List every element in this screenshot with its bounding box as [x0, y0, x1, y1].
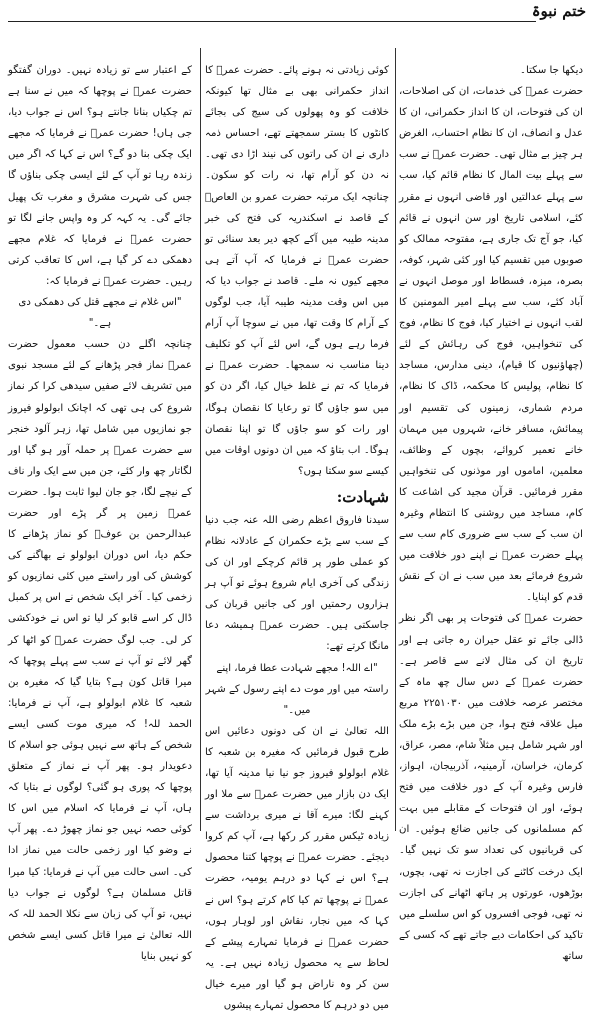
column-divider-left	[200, 48, 201, 831]
paragraph: اللہ تعالیٰ نے ان کی دونوں دعائیں اس طرح قبول فرمائیں کہ مغیرہ بن شعبہ کا غلام ابولولو فیروز جو نیا نیا مدینہ آیا تھا، ایک دن بازار میں حضرت عمرؓ سے ملا اور کہنے لگا: میرے آقا نے میری برداشت سے زیادہ ٹیکس مقرر کر رکھا ہے، آپ کم کروا دیجئے۔ حضرت عمرؓ نے پوچھا کتنا محصول ہے؟ اس نے کہا دو درہم یومیہ، حضرت عمرؓ نے پوچھا تم کیا کام کرتے ہو؟ اس نے کہا کہ میں نجار، نقاش اور لوہار ہوں، حضرت عمرؓ نے فرمایا تمہارے پیشے کے لحاظ سے یہ محصول زیادہ نہیں ہے۔ یہ سن کر وہ ناراض ہو گیا اور میرے خیال میں دو درہم کا محصول تمہارے پیشوں	[205, 725, 389, 1012]
paragraph: حضرت عمرؓ کی خدمات، ان کی اصلاحات، ان کی فتوحات، ان کا انداز حکمرانی، ان کا عدل و انصاف، ان کا نظام احتساب، الغرض ہر چیز بے مثال تھی۔ حضرت عمرؓ نے سب سے پہلے بیت المال کا نظام قائم کیا، سب سے پہلے عدالتیں اور قاضی انہوں نے مقرر کئے، اسلامی تاریخ اور سن انہوں نے قائم کیا، جو آج تک جاری ہے، مفتوحہ ممالک کو صوبوں میں تقسیم کیا اور کئی شہر، کوفہ، بصرہ، میزہ، فسطاط اور موصل انہوں نے آباد کئے، سب سے پہلے امیر المومنین کا لقب انہوں نے اختیار کیا، فوج کا نظام، فوج کی تنخواہیں، فوج کی رہائش کے لئے (چھاؤنیوں کا قیام)، دینی مدارس، مساجد کا نظام، پولیس کا محکمہ، ڈاک کا نظام، مردم شماری، زمینوں کی تقسیم اور پیمائش، مسافر خانے، شہروں میں مہمان خانے تعمیر کروائے، بچوں کے وظائف، معلمین، اماموں اور موذنوں کی تنخواہیں مقرر فرمائیں۔ قرآن مجید کی اشاعت کا کام، مساجد میں روشنی کا انتظام وغیرہ ان سب کے سب سے ضروری کام سب سے پہلے حضرت عمرؓ نے اپنے دور خلافت میں شروع فرمائے بعد میں سب نے ان کے نقش قدم کو اپنایا۔	[399, 86, 583, 604]
paragraph: حضرت عمرؓ کی فتوحات پر بھی اگر نظر ڈالی جائے تو عقل حیران رہ جاتی ہے اور تاریخ ان کی مثال لانے سے قاصر ہے۔ حضرت عمرؓ کے دس سال چھ ماہ کے مختصر عرصہ خلافت میں ۲۲۵۱۰۳۰ مربع میل علاقہ فتح ہوا، جن میں بڑے بڑے ملک اور شہر شامل ہیں مثلاً شام، مصر، عراق، کرمان، خراسان، آرمینیہ، آذربیجان، اہواز، فارس وغیرہ آپ کے دور خلافت میں فتح ہوئے، اور ان فتوحات کے مقابلے میں بہت کم مسلمانوں کی جانیں ضائع ہوئیں۔ ان کی قربانیوں کی تعداد سو تک نہیں گیا۔ ایک درخت کاٹنے کی اجازت نہ تھی، بچوں، بوڑھوں، عورتوں پر ہاتھ اٹھانے کی اجازت نہ تھی، فوجی افسروں کو اس سلسلے میں تاکید کی احکامات دیے جاتے تھے کہ کسی کے ساتھ	[399, 613, 584, 962]
left-column	[8, 60, 192, 962]
right-column	[399, 60, 584, 962]
quote: "اے اللہ! مجھے شہادت عطا فرما، اپنے راستہ میں اور موت دے اپنے رسول کے شہر میں۔"	[205, 662, 389, 716]
paragraph: چنانچہ اگلے دن حسب معمول حضرت عمرؓ نماز فجر پڑھانے کے لئے مسجد نبوی میں تشریف لائے صفیں سیدھی کرا کر نماز شروع کی ہی تھی کہ اچانک ابولولو فیروز جو نمازیوں میں شامل تھا، زہر آلود خنجر سے حضرت عمرؓ پر حملہ آور ہو گیا اور لگاتار چھ وار کئے، جن میں سے ایک وار ناف کے نیچے لگا، جو جان لیوا ثابت ہوا۔ حضرت عمرؓ زمین پر گر پڑے اور حضرت عبدالرحمن بن عوفؓ کو نماز پڑھانے کا حکم دیا، اس دوران ابولولو نے بھاگنے کی کوشش کی اور راستے میں کئی نمازیوں کو زخمی کیا۔ آخر ایک شخص نے اس پر کمبل ڈال کر اسے قابو کر لیا تو اس نے خودکشی کر لی۔ جب لوگ حضرت عمرؓ کو اٹھا کر گھر لائے تو آپ نے سب سے پہلے پوچھا کہ میرا قاتل کون ہے؟ بتایا گیا کہ مغیرہ بن شعبہ کا غلام ابولولو ہے، آپ نے فرمایا: الحمد للہ! کہ میری موت کسی ایسے شخص کے ہاتھ سے نہیں ہوئی جو اسلام کا دعویدار ہو۔ پھر آپ نے نماز کے متعلق پوچھا کہ پوری ہو گئی؟ لوگوں نے بتایا کہ ہاں، آپ نے فرمایا کہ اسلام میں اس کا کوئی حصہ نہیں جو نماز چھوڑ دے۔ پھر آپ نے وضو کیا اور زخمی حالت میں نماز ادا کی۔ اسی حالت میں آپ نے فرمایا: کیا میرا قاتل مسلمان ہے؟ لوگوں نے جواب دیا نہیں، تو آپ کی زبان سے نکلا الحمد للہ کہ اللہ تعالیٰ نے میرا قاتل کسی ایسے شخص کو نہیں بنایا	[8, 339, 192, 962]
paragraph: کوئی زیادتی نہ ہونے پائے۔ حضرت عمرؓ کا انداز حکمرانی بھی بے مثال تھا کیونکہ خلافت کو وہ پھولوں کی سیج کی بجائے کانٹوں کا بستر سمجھتے تھے، احساس ذمہ داری نے ان کی راتوں کی نیند اڑا دی تھی۔ نہ دن کو آرام تھا، نہ رات کو سکون۔ چنانچہ ایک مرتبہ حضرت عمرو بن العاصؓ کے قاصد نے اسکندریہ کی فتح کی خبر مدینہ طیبہ میں آکے کچھ دیر بعد سنائی تو حضرت عمرؓ نے فرمایا کہ آپ آتے ہی مجھے کیوں نہ ملے۔ قاصد نے جواب دیا کہ میں اس وقت مدینہ طیبہ آیا، جب لوگوں کے آرام کا وقت تھا، میں نے سوچا آپ آرام فرما رہے ہوں گے، اس لئے آپ کو تکلیف دینا مناسب نہ سمجھا۔ حضرت عمرؓ نے فرمایا کہ تم نے غلط خیال کیا، اگر دن کو میں سو جاؤں گا تو رعایا کا نقصان ہوگا، اور رات کو سو جاؤں گا تو اپنا نقصان ہوگا۔ اب بتاؤ کہ میں ان دونوں اوقات میں کیسے سو سکتا ہوں؟	[205, 65, 389, 477]
paragraph: کے اعتبار سے تو زیادہ نہیں۔ دوران گفتگو حضرت عمرؓ نے پوچھا کہ میں نے سنا ہے تم چکیاں بنانا جانتے ہو؟ اس نے جواب دیا، جی ہاں! حضرت عمرؓ نے فرمایا کہ مجھے ایک چکی بنا دو گے؟ اس نے کہا کہ اگر میں زندہ رہا تو آپ کے لئے ایسی چکی بناؤں گا جس کی شہرت مشرق و مغرب تک پھیل جائے گی۔ یہ کہہ کر وہ واپس جانے لگا تو حضرت عمرؓ نے فرمایا کہ غلام مجھے دھمکی دے کر گیا ہے، اس کا تعاقب کرتی رہیں۔ حضرت عمرؓ نے فرمایا کہ:	[8, 65, 192, 287]
quote: "اس غلام نے مجھے قتل کی دھمکی دی ہے۔"	[18, 297, 182, 330]
section-heading-shahadat: شہادت:	[336, 487, 389, 506]
paragraph: دیکھا جا سکتا۔	[520, 65, 583, 76]
masthead-logo: ختم نبوۃ	[531, 2, 586, 20]
middle-column	[205, 60, 389, 1012]
header-rule	[8, 21, 536, 22]
paragraph: سیدنا فاروق اعظم رضی اللہ عنہ جب دنیا کے سب سے بڑے حکمران کے عادلانہ نظام کو عملی طور پر قائم کرچکے اور ان کی زندگی کی آخری ایام شروع ہوئے تو آپ ہر ہزاروں رحمتیں اور کی جانیں قربان کی جاسکتی ہیں۔ حضرت عمرؓ ہمیشہ دعا مانگا کرتے تھے:	[205, 514, 389, 653]
column-divider-right	[395, 48, 396, 831]
